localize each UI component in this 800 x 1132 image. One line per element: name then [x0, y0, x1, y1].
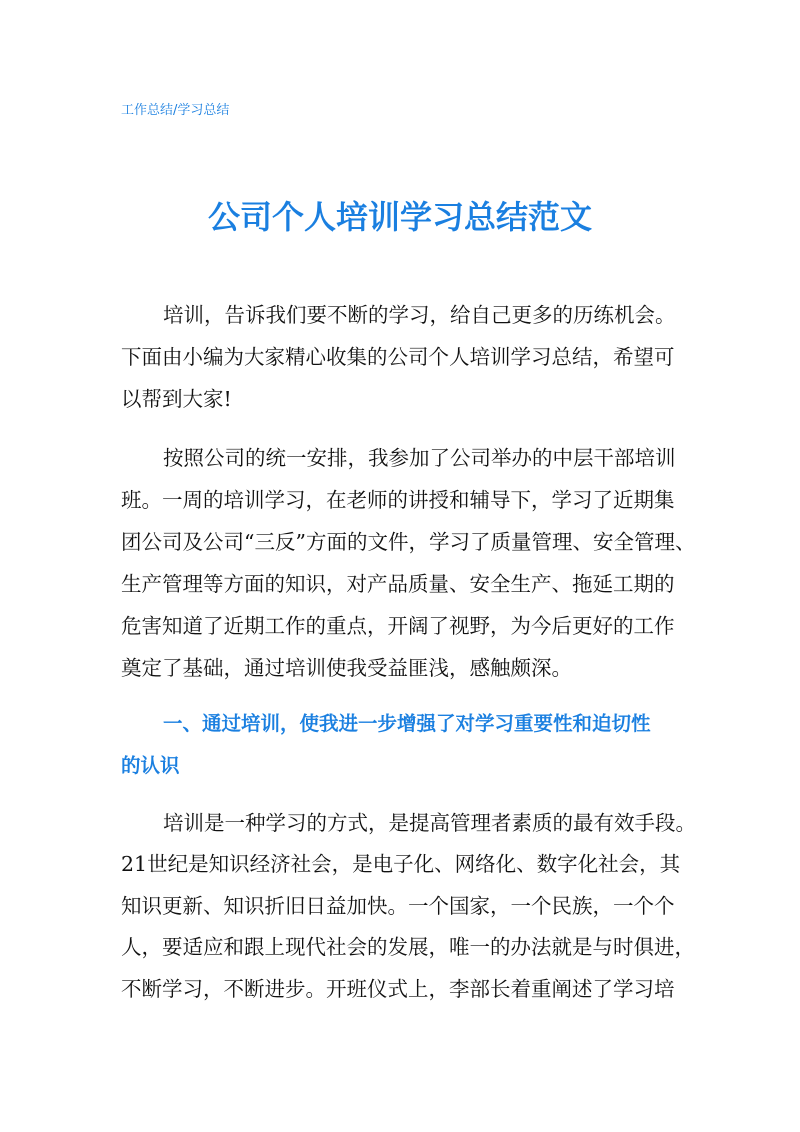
- heading-line: 一、通过培训，使我进一步增强了对学习重要性和迫切性: [163, 712, 651, 735]
- text-line: 培训，告诉我们要不断的学习，给自己更多的历练机会。: [163, 303, 676, 327]
- text-line: 不断学习，不断进步。开班仪式上，李部长着重阐述了学习培: [121, 977, 675, 1001]
- text-line: 生产管理等方面的知识，对产品质量、安全生产、拖延工期的: [121, 572, 675, 596]
- heading-line: 的认识: [121, 754, 180, 777]
- page-title: 公司个人培训学习总结范文: [207, 198, 592, 236]
- text-line: 培训是一种学习的方式，是提高管理者素质的最有效手段。: [163, 811, 696, 835]
- text-line: 人，要适应和跟上现代社会的发展，唯一的办法就是与时俱进，: [121, 935, 695, 959]
- text-line: 以帮到大家!: [121, 387, 232, 411]
- text-line: 知识更新、知识折旧日益加快。一个国家，一个民族，一个个: [121, 894, 675, 918]
- text-line: 按照公司的统一安排，我参加了公司举办的中层干部培训: [163, 446, 676, 470]
- text-line: 下面由小编为大家精心收集的公司个人培训学习总结，希望可: [121, 345, 675, 369]
- text-line: 班。一周的培训学习，在老师的讲授和辅导下，学习了近期集: [121, 488, 675, 512]
- text-line: 21世纪是知识经济社会，是电子化、网络化、数字化社会，其: [121, 852, 681, 876]
- text-line: 奠定了基础，通过培训使我受益匪浅，感触颇深。: [121, 656, 572, 680]
- text-line: 危害知道了近期工作的重点，开阔了视野，为今后更好的工作: [121, 614, 675, 638]
- text-line: 团公司及公司“三反”方面的文件，学习了质量管理、安全管理、: [121, 530, 696, 554]
- breadcrumb: 工作总结/学习总结: [121, 103, 230, 118]
